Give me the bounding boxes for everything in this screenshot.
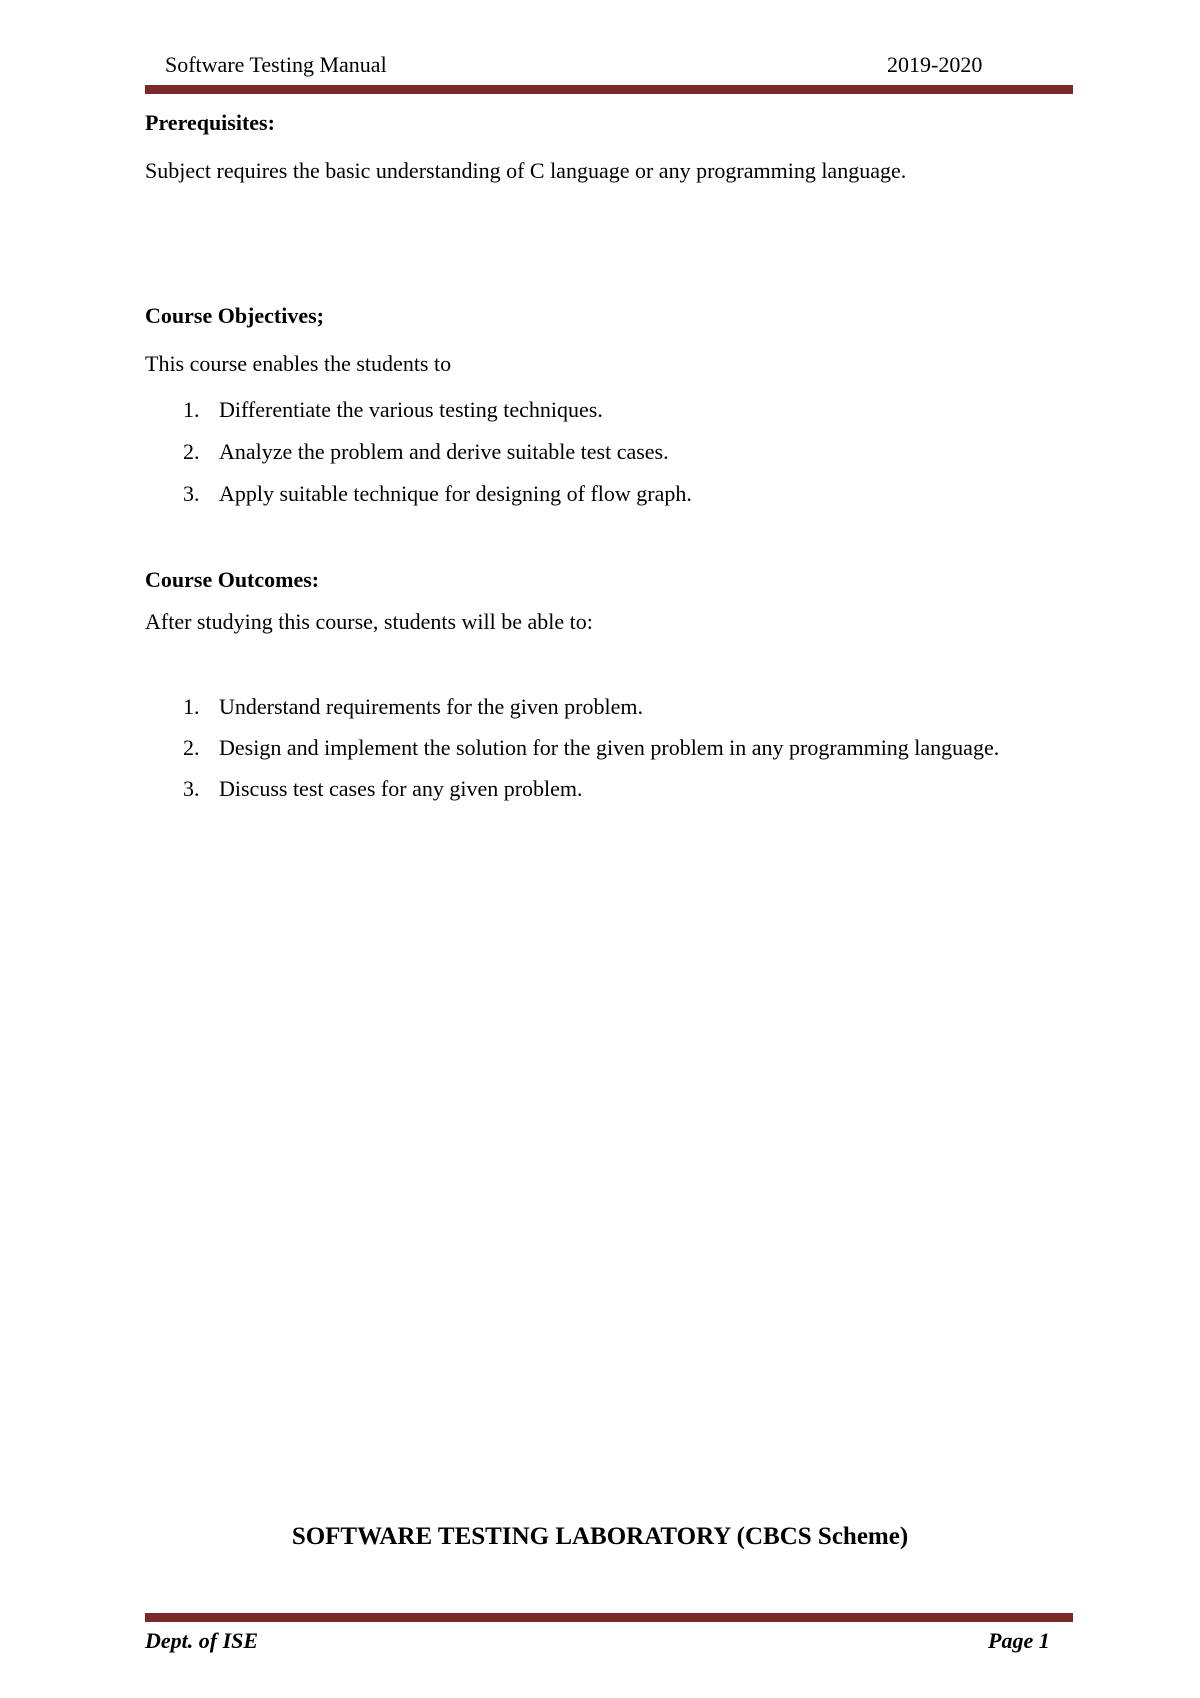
outcomes-intro: After studying this course, students will be able to:	[145, 609, 593, 634]
outcomes-heading: Course Outcomes:	[145, 567, 320, 592]
header-year: 2019-2020	[887, 52, 983, 77]
list-number: 1.	[183, 397, 200, 422]
list-number: 3.	[183, 776, 200, 801]
header-rule	[145, 85, 1073, 94]
list-item	[145, 727, 1070, 768]
list-text: Design and implement the solution for the given problem in any programming language.	[219, 735, 1000, 760]
list-text: Apply suitable technique for designing of flow graph.	[219, 481, 692, 506]
list-text: Understand requirements for the given problem.	[219, 694, 643, 719]
list-number: 3.	[183, 481, 200, 506]
list-number: 1.	[183, 694, 200, 719]
list-item	[145, 686, 1070, 727]
prerequisites-text: Subject requires the basic understanding of C language or any programming language.	[145, 158, 907, 183]
objectives-list	[145, 389, 1070, 515]
footer-rule	[145, 1613, 1073, 1622]
prerequisites-heading: Prerequisites:	[145, 110, 275, 135]
lab-title: SOFTWARE TESTING LABORATORY (CBCS Scheme)	[291, 1523, 909, 1550]
outcomes-list	[145, 686, 1070, 809]
header-title: Software Testing Manual	[165, 52, 387, 77]
list-text: Analyze the problem and derive suitable test cases.	[219, 439, 669, 464]
list-item	[145, 768, 1070, 809]
footer-dept: Dept. of ISE	[145, 1628, 259, 1653]
list-text: Discuss test cases for any given problem.	[219, 776, 583, 801]
list-number: 2.	[183, 735, 200, 760]
list-text: Differentiate the various testing techniques.	[219, 397, 603, 422]
list-item	[145, 431, 1070, 473]
list-item	[145, 389, 1070, 431]
footer-page-number: Page 1	[988, 1628, 1050, 1653]
list-number: 2.	[183, 439, 200, 464]
objectives-intro: This course enables the students to	[145, 351, 452, 376]
objectives-heading: Course Objectives;	[145, 303, 325, 328]
list-item	[145, 473, 1070, 515]
